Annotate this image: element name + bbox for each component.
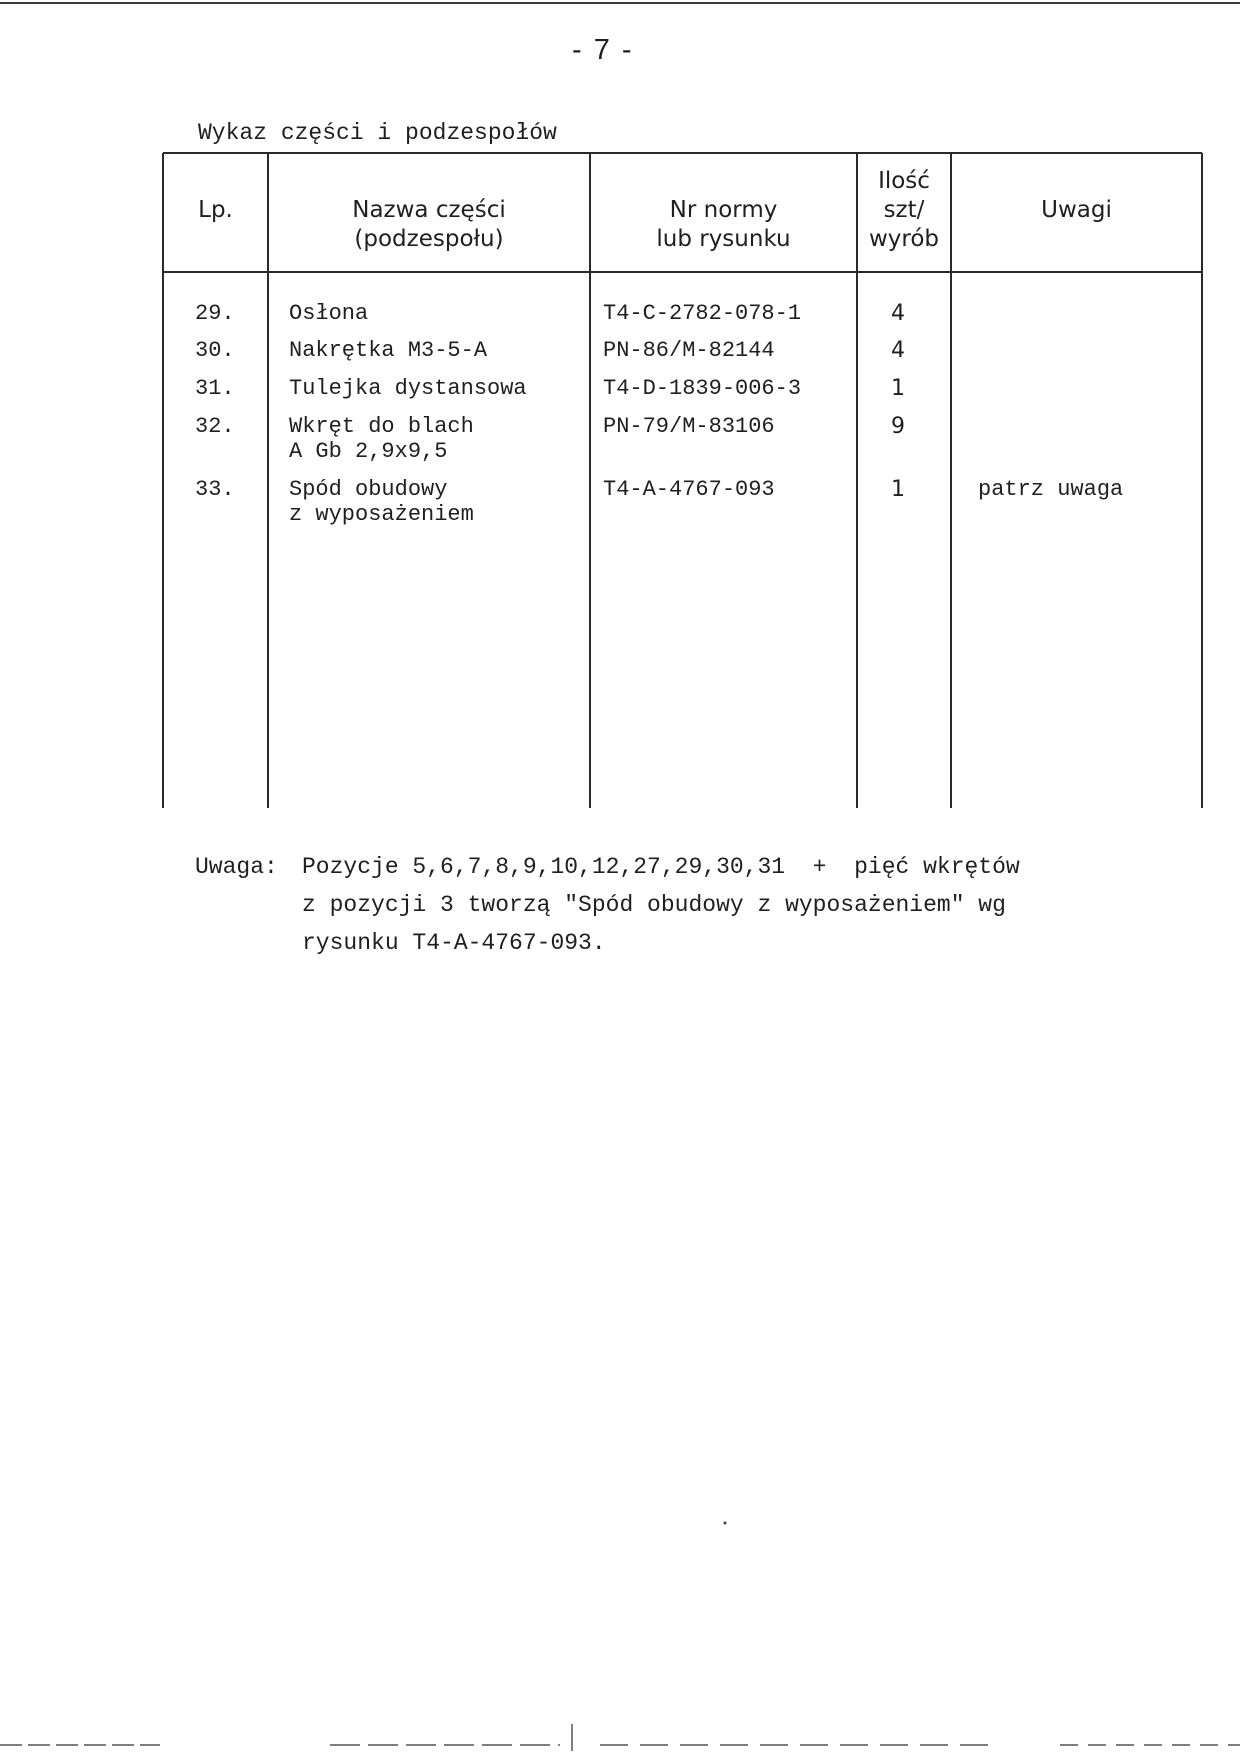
- header-remarks: Uwagi: [1041, 197, 1112, 223]
- header-qty-line1: Ilość: [878, 168, 930, 194]
- row-33-name: Spód obudowy z wyposażeniem: [289, 477, 474, 527]
- header-qty-line2: szt/: [883, 197, 925, 223]
- row-33-remarks: patrz uwaga: [978, 477, 1124, 502]
- row-33-norm: T4-A-4767-093: [603, 477, 775, 502]
- row-29-name: Osłona: [289, 301, 369, 326]
- row-32-lp: 32.: [195, 414, 235, 439]
- note-line-3: rysunku T4-A-4767-093.: [302, 930, 606, 956]
- page-number: - 7 -: [572, 34, 634, 66]
- row-30-lp: 30.: [195, 338, 235, 363]
- note-line-1: Pozycje 5,6,7,8,9,10,12,27,29,30,31 + pięć wkrętów: [302, 854, 1020, 880]
- header-norm-line1: Nr normy: [669, 197, 778, 223]
- row-32-norm: PN-79/M-83106: [603, 414, 775, 439]
- row-29-lp: 29.: [195, 301, 235, 326]
- row-31-lp: 31.: [195, 376, 235, 401]
- header-qty-line3: wyrób: [868, 226, 940, 252]
- row-32-qty: 9: [891, 414, 905, 439]
- row-33-qty: 1: [891, 477, 905, 502]
- note-line-2: z pozycji 3 tworzą "Spód obudowy z wyposażeniem" wg: [302, 892, 1006, 918]
- row-29-norm: T4-C-2782-078-1: [603, 301, 802, 326]
- row-31-norm: T4-D-1839-006-3: [603, 376, 802, 401]
- row-31-qty: 1: [891, 376, 905, 401]
- header-name-line2: (podzespołu): [354, 226, 504, 252]
- header-lp: Lp.: [198, 197, 233, 223]
- row-29-qty: 4: [891, 301, 905, 326]
- row-33-lp: 33.: [195, 477, 235, 502]
- note-label: Uwaga:: [195, 854, 278, 880]
- row-32-name: Wkręt do blach A Gb 2,9x9,5: [289, 414, 474, 464]
- row-30-name: Nakrętka M3-5-A: [289, 338, 488, 363]
- row-30-norm: PN-86/M-82144: [603, 338, 775, 363]
- table-caption: Wykaz części i podzespołów: [198, 120, 557, 146]
- header-name-line1: Nazwa części: [352, 197, 506, 223]
- row-30-qty: 4: [891, 338, 905, 363]
- row-31-name: Tulejka dystansowa: [289, 376, 527, 401]
- header-norm-line2: lub rysunku: [656, 226, 791, 252]
